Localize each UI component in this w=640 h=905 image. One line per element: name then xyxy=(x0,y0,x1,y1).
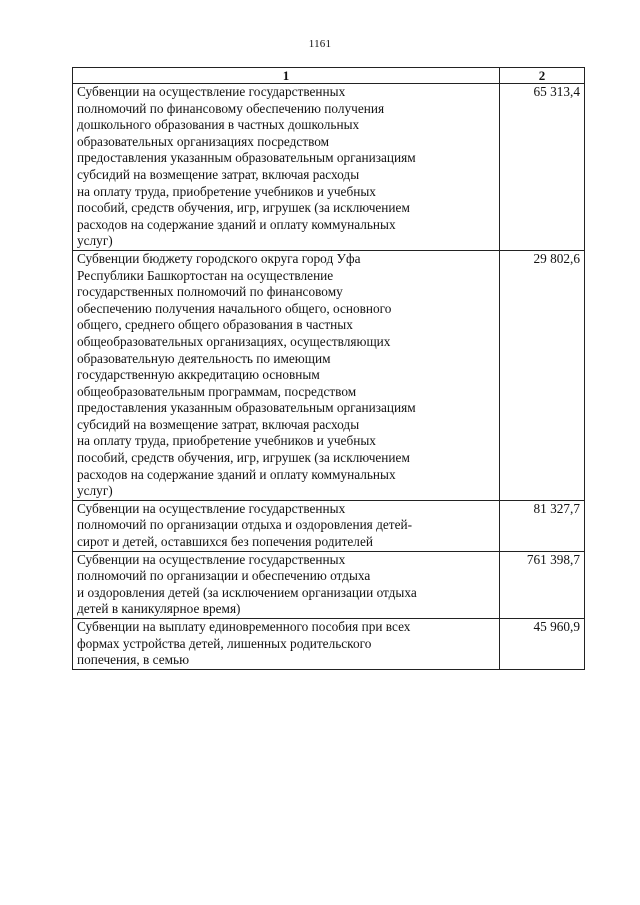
description-line: сирот и детей, оставшихся без попечения родителей xyxy=(77,534,373,550)
description-line: услуг) xyxy=(77,483,113,499)
row-description xyxy=(73,619,500,670)
description-line: субсидий на возмещение затрат, включая расходы xyxy=(77,166,360,182)
table-row xyxy=(73,250,585,500)
description-line: полномочий по организации отдыха и оздоровления детей- xyxy=(77,517,413,533)
row-amount: 65 313,4 xyxy=(500,84,585,251)
description-line: общеобразовательных организациях, осуществляющих xyxy=(77,333,391,349)
description-line: предоставления указанным образовательным организациям xyxy=(77,150,416,166)
description-line: детей в каникулярное время) xyxy=(77,601,241,617)
description-line: полномочий по финансовому обеспечению получения xyxy=(77,100,385,116)
description-line: попечения, в семью xyxy=(77,652,190,668)
description-line: услуг) xyxy=(77,233,113,249)
description-line: на оплату труда, приобретение учебников и учебных xyxy=(77,183,376,199)
page-number: 1161 xyxy=(308,38,332,50)
description-line: пособий, средств обучения, игр, игрушек (за исключением xyxy=(77,200,410,216)
description-line: общеобразовательным программам, посредством xyxy=(77,383,357,399)
description-line: Субвенции на выплату единовременного пособия при всех xyxy=(77,619,411,634)
table-header-row xyxy=(73,68,585,84)
row-amount: 45 960,9 xyxy=(500,619,585,670)
table-body xyxy=(73,84,585,670)
description-line: образовательную деятельность по имеющим xyxy=(77,350,331,366)
description-line: предоставления указанным образовательным организациям xyxy=(77,400,416,416)
description-line: общего, среднего общего образования в частных xyxy=(77,317,353,333)
row-amount: 761 398,7 xyxy=(500,551,585,618)
description-line: на оплату труда, приобретение учебников и учебных xyxy=(77,433,376,449)
table-row xyxy=(73,500,585,551)
table-row xyxy=(73,619,585,670)
description-line: государственных полномочий по финансовому xyxy=(77,284,343,300)
description-line: расходов на содержание зданий и оплату коммунальных xyxy=(77,466,396,482)
subventions-table xyxy=(72,67,585,670)
column-header-1: 1 xyxy=(73,68,500,84)
description-line: расходов на содержание зданий и оплату коммунальных xyxy=(77,216,396,232)
description-line: образовательных организациях посредством xyxy=(77,133,330,149)
description-line: государственную аккредитацию основным xyxy=(77,367,320,383)
row-amount: 29 802,6 xyxy=(500,250,585,500)
description-line: обеспечению получения начального общего, основного xyxy=(77,300,392,316)
description-line: Республики Башкортостан на осуществление xyxy=(77,267,334,283)
description-line: Субвенции бюджету городского округа город Уфа xyxy=(77,250,361,266)
description-line: Субвенции на осуществление государственных xyxy=(77,500,346,516)
description-line: субсидий на возмещение затрат, включая расходы xyxy=(77,416,360,432)
description-line: дошкольного образования в частных дошкольных xyxy=(77,117,360,133)
table-row xyxy=(73,84,585,251)
description-line: Субвенции на осуществление государственных xyxy=(77,551,346,567)
description-line: Субвенции на осуществление государственных xyxy=(77,84,346,99)
description-line: полномочий по организации и обеспечению отдыха xyxy=(77,568,371,584)
row-description xyxy=(73,551,500,618)
table-row xyxy=(73,551,585,618)
row-amount: 81 327,7 xyxy=(500,500,585,551)
row-description xyxy=(73,500,500,551)
column-header-2: 2 xyxy=(500,68,585,84)
description-line: и оздоровления детей (за исключением организации отдыха xyxy=(77,584,417,600)
row-description xyxy=(73,250,500,500)
description-line: пособий, средств обучения, игр, игрушек (за исключением xyxy=(77,450,410,466)
description-line: формах устройства детей, лишенных родительского xyxy=(77,635,372,651)
row-description xyxy=(73,84,500,251)
